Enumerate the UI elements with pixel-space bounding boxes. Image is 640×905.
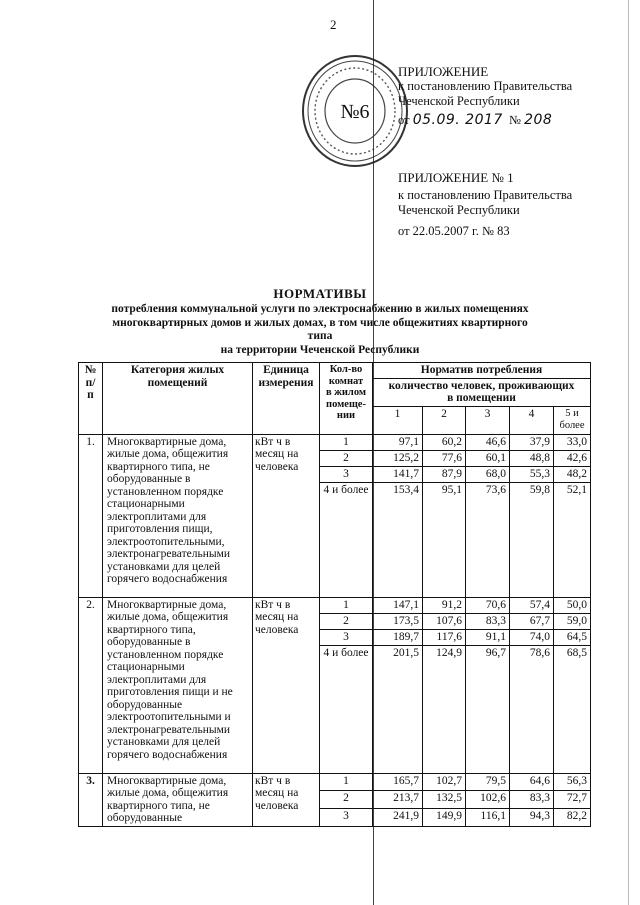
category-line: жилые дома, общежития: [107, 611, 229, 623]
category-line: Многоквартирные дома,: [107, 435, 227, 448]
norm-value-cell: 95,1: [423, 482, 466, 597]
norm-value-cell: 117,6: [423, 629, 466, 645]
norm-value-cell: 64,5: [554, 629, 591, 645]
norm-value-cell: 52,1: [554, 482, 591, 597]
header-unit: Единица измерения: [253, 363, 320, 435]
seal-number: №6: [340, 101, 370, 123]
rooms-cell: 3: [320, 808, 373, 826]
category-line: установленном порядке: [107, 485, 224, 498]
category-line: квартирного типа,: [107, 623, 196, 636]
norm-value-cell: 68,0: [466, 466, 510, 482]
table-row: [79, 434, 591, 450]
table-row: [79, 597, 591, 613]
norm-value-cell: 116,1: [466, 808, 510, 826]
norm-value-cell: 94,3: [510, 808, 554, 826]
norm-value-cell: 125,2: [373, 450, 423, 466]
norm-value-cell: 102,7: [423, 773, 466, 791]
header-category: Категория жилых помещений: [103, 363, 253, 435]
page-number: 2: [330, 17, 337, 32]
norm-value-cell: 165,7: [373, 773, 423, 791]
norm-value-cell: 64,6: [510, 773, 554, 791]
category-cell: [103, 434, 253, 597]
unit-cell: [253, 773, 320, 826]
norm-value-cell: 46,6: [466, 434, 510, 450]
norm-value-cell: 59,8: [510, 482, 554, 597]
norm-value-cell: 48,8: [510, 450, 554, 466]
norm-value-cell: 91,1: [466, 629, 510, 645]
norm-value-cell: 82,2: [554, 808, 591, 826]
official-seal: [300, 52, 410, 170]
category-line: приготовления пищи и не: [107, 686, 233, 698]
subtitle-line: многоквартирных домов и жилых домах, в том числе общежитиях квартирного типа: [112, 316, 528, 342]
category-line: установленном порядке: [107, 648, 224, 661]
number-sign: №: [509, 113, 521, 127]
norm-value-cell: 79,5: [466, 773, 510, 791]
document-subtitle: [100, 303, 540, 357]
appendix-1-line3: от 22.05.2007 г. № 83: [398, 224, 510, 238]
norm-value-cell: 72,7: [554, 791, 591, 809]
norm-value-cell: 83,3: [466, 613, 510, 629]
norm-value-cell: 83,3: [510, 791, 554, 809]
norm-value-cell: 74,0: [510, 629, 554, 645]
norm-value-cell: 67,7: [510, 613, 554, 629]
norm-value-cell: 77,6: [423, 450, 466, 466]
rooms-cell: 2: [320, 791, 373, 809]
unit-cell: [253, 434, 320, 597]
category-line: приготовления пищи,: [107, 523, 213, 535]
norm-value-cell: 33,0: [554, 434, 591, 450]
table-body: [79, 434, 591, 826]
appendix-1-line2: Чеченской Республики: [398, 203, 520, 217]
date-handwritten: 05.09. 2017: [412, 112, 503, 128]
unit-line: месяц на: [255, 611, 299, 623]
appendix-line1: к постановлению Правительства: [398, 79, 573, 93]
norm-value-cell: 42,6: [554, 450, 591, 466]
header-col-3: 3: [466, 406, 510, 434]
norm-value-cell: 55,3: [510, 466, 554, 482]
category-line: оборудованные: [107, 812, 183, 824]
appendix-label: ПРИЛОЖЕНИЕ: [398, 64, 489, 79]
category-line: электроотопительными и: [107, 711, 231, 723]
norm-value-cell: 91,2: [423, 597, 466, 613]
category-cell: [103, 773, 253, 826]
category-line: электронагревательными: [107, 723, 231, 736]
norms-table: [78, 362, 591, 827]
norm-value-cell: 124,9: [423, 645, 466, 773]
appendix-1-line1: к постановлению Правительства: [398, 188, 573, 202]
rooms-cell: 1: [320, 434, 373, 450]
header-persons: количество человек, проживающих в помещении: [373, 378, 591, 406]
rooms-cell: 2: [320, 450, 373, 466]
norm-value-cell: 153,4: [373, 482, 423, 597]
norm-value-cell: 149,9: [423, 808, 466, 826]
category-line: электроотопительными,: [107, 535, 225, 548]
appendix-line2: Чеченской Республики: [398, 94, 520, 108]
category-line: стационарными: [107, 498, 185, 510]
norm-value-cell: 60,1: [466, 450, 510, 466]
category-line: электроплитами для: [107, 673, 207, 686]
norm-value-cell: 48,2: [554, 466, 591, 482]
norm-value-cell: 132,5: [423, 791, 466, 809]
norm-value-cell: 97,1: [373, 434, 423, 450]
category-line: установками для целей: [107, 736, 221, 748]
category-line: электронагревательными: [107, 548, 231, 560]
row-number: 1.: [79, 434, 103, 597]
norm-value-cell: 57,4: [510, 597, 554, 613]
category-line: горячего водоснабжения: [107, 573, 228, 585]
unit-line: месяц на: [255, 787, 299, 799]
norm-value-cell: 241,9: [373, 808, 423, 826]
norm-value-cell: 37,9: [510, 434, 554, 450]
norm-value-cell: 70,6: [466, 597, 510, 613]
header-rooms: Кол-во комнат в жилом помеще- нии: [320, 363, 373, 435]
unit-line: человека: [255, 460, 299, 473]
unit-line: человека: [255, 623, 299, 636]
appendix-date-line: [398, 113, 572, 128]
unit-line: кВт ч в: [255, 774, 291, 787]
rooms-cell: 1: [320, 773, 373, 791]
norm-value-cell: 107,6: [423, 613, 466, 629]
category-cell: [103, 597, 253, 773]
unit-cell: [253, 597, 320, 773]
rooms-cell: 4 и более: [320, 645, 373, 773]
unit-line: кВт ч в: [255, 435, 291, 448]
rooms-cell: 1: [320, 597, 373, 613]
category-line: квартирного типа, не: [107, 460, 210, 473]
header-col-4: 4: [510, 406, 554, 434]
header-col-5: 5 и более: [554, 406, 591, 434]
unit-line: человека: [255, 799, 299, 812]
table-row: [79, 773, 591, 791]
norm-value-cell: 59,0: [554, 613, 591, 629]
norm-value-cell: 201,5: [373, 645, 423, 773]
norm-value-cell: 87,9: [423, 466, 466, 482]
norm-value-cell: 50,0: [554, 597, 591, 613]
header-num: № п/ п: [79, 363, 103, 435]
header-norm: Норматив потребления: [373, 363, 591, 379]
rooms-cell: 3: [320, 629, 373, 645]
category-line: электроплитами для: [107, 510, 207, 523]
norm-value-cell: 96,7: [466, 645, 510, 773]
norm-value-cell: 73,6: [466, 482, 510, 597]
appendix-block-top: [398, 64, 572, 128]
rooms-cell: 2: [320, 613, 373, 629]
rooms-cell: 4 и более: [320, 482, 373, 597]
date-prefix: от: [398, 113, 410, 127]
norm-value-cell: 102,6: [466, 791, 510, 809]
header-col-2: 2: [423, 406, 466, 434]
category-line: Многоквартирные дома,: [107, 598, 227, 611]
norm-value-cell: 141,7: [373, 466, 423, 482]
number-handwritten: 208: [524, 112, 553, 128]
category-line: Многоквартирные дома,: [107, 774, 227, 787]
appendix-1-label: ПРИЛОЖЕНИЕ № 1: [398, 170, 514, 185]
norm-value-cell: 213,7: [373, 791, 423, 809]
rooms-cell: 3: [320, 466, 373, 482]
header-col-1: 1: [373, 406, 423, 434]
norm-value-cell: 56,3: [554, 773, 591, 791]
row-number: 3.: [79, 773, 103, 826]
norm-value-cell: 68,5: [554, 645, 591, 773]
category-line: горячего водоснабжения: [107, 748, 228, 761]
norm-value-cell: 78,6: [510, 645, 554, 773]
scan-edge-line: [628, 0, 629, 905]
category-line: квартирного типа, не: [107, 799, 210, 812]
norm-value-cell: 173,5: [373, 613, 423, 629]
row-number: 2.: [79, 597, 103, 773]
document-title: НОРМАТИВЫ: [273, 286, 367, 301]
category-line: оборудованные в: [107, 636, 191, 648]
category-line: оборудованные в: [107, 473, 191, 485]
category-line: установками для целей: [107, 560, 221, 573]
norm-value-cell: 189,7: [373, 629, 423, 645]
appendix-1-block: [398, 170, 572, 239]
subtitle-line: потребления коммунальной услуги по электроснабжению в жилых помещениях: [111, 303, 529, 315]
category-line: стационарными: [107, 661, 185, 673]
norm-value-cell: 147,1: [373, 597, 423, 613]
category-line: жилые дома, общежития: [107, 787, 229, 799]
subtitle-line: на территории Чеченской Республики: [220, 343, 420, 356]
norm-value-cell: 60,2: [423, 434, 466, 450]
unit-line: месяц на: [255, 448, 299, 460]
category-line: жилые дома, общежития: [107, 448, 229, 460]
category-line: оборудованные: [107, 698, 183, 711]
unit-line: кВт ч в: [255, 598, 291, 611]
